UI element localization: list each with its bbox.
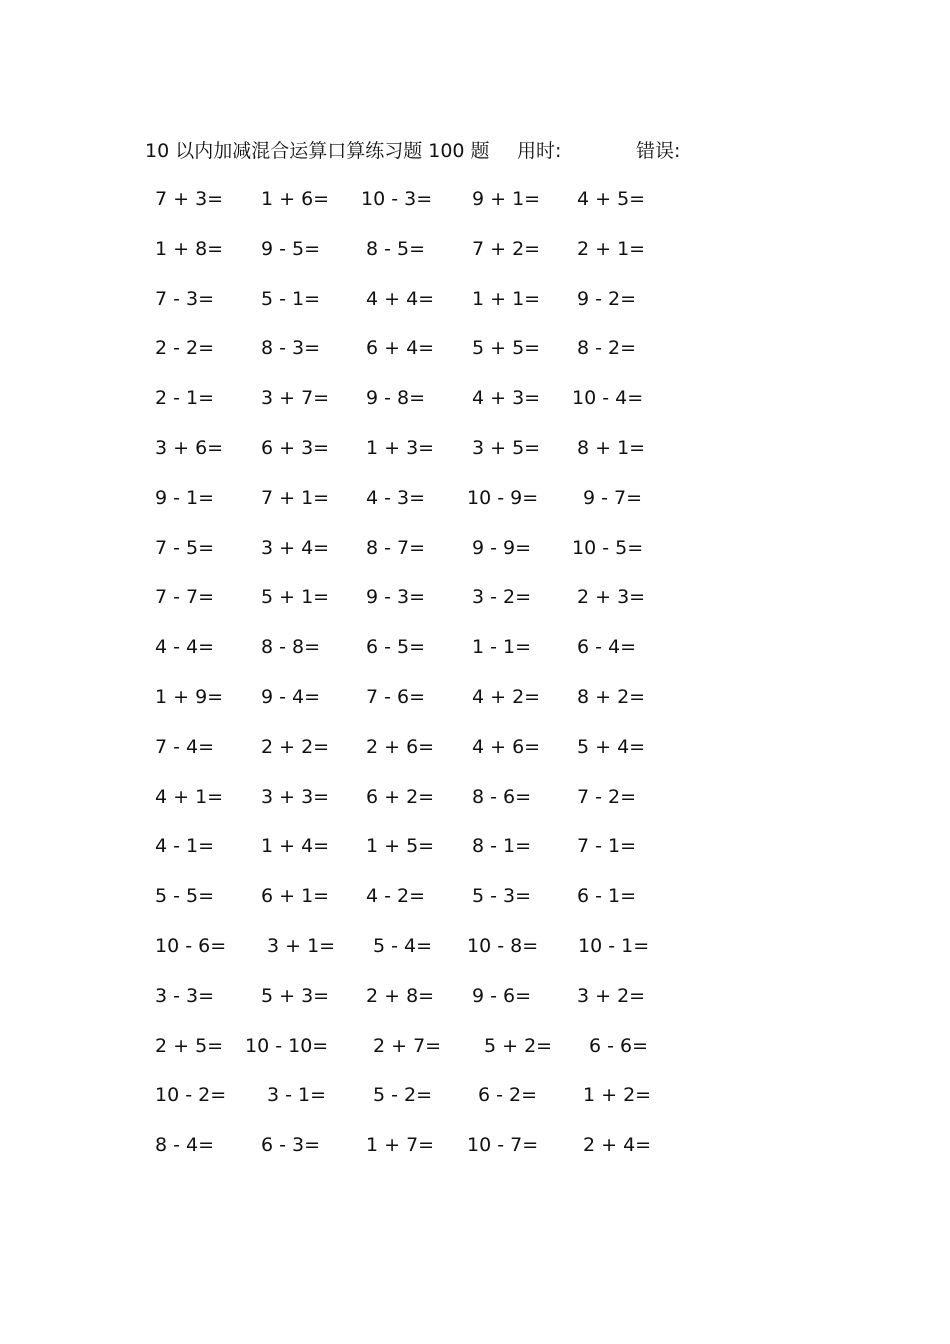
problem-cell: 1 + 5= [366, 835, 435, 858]
problem-row [145, 323, 705, 373]
problem-cell: 7 - 5= [155, 536, 215, 559]
problem-row [145, 572, 705, 622]
problem-cell: 4 - 4= [155, 636, 215, 659]
problem-cell: 5 - 2= [373, 1084, 433, 1107]
problem-cell: 6 + 4= [366, 337, 435, 360]
problem-cell: 1 + 1= [472, 287, 541, 310]
problem-cell: 4 + 4= [366, 287, 435, 310]
problem-cell: 3 + 7= [261, 387, 330, 410]
problem-cell: 9 - 5= [261, 237, 321, 260]
problem-cell: 1 + 2= [583, 1084, 652, 1107]
problem-cell: 8 - 5= [366, 237, 426, 260]
problem-cell: 9 - 9= [472, 536, 532, 559]
problem-cell: 3 + 6= [155, 436, 224, 459]
problem-cell: 8 - 1= [472, 835, 532, 858]
problem-cell: 2 + 1= [577, 237, 646, 260]
problem-cell: 4 - 2= [366, 885, 426, 908]
problem-cell: 7 - 7= [155, 586, 215, 609]
problem-cell: 2 + 4= [583, 1134, 652, 1157]
problem-row [145, 473, 705, 523]
problem-cell: 5 - 1= [261, 287, 321, 310]
problem-cell: 5 - 3= [472, 885, 532, 908]
problem-cell: 8 - 8= [261, 636, 321, 659]
problem-cell: 6 - 2= [478, 1084, 538, 1107]
problem-cell: 6 - 1= [577, 885, 637, 908]
problem-cell: 6 - 3= [261, 1134, 321, 1157]
problem-cell: 10 - 10= [245, 1034, 329, 1057]
problem-cell: 2 + 3= [577, 586, 646, 609]
problem-cell: 10 - 3= [361, 188, 433, 210]
problem-cell: 3 + 2= [577, 984, 646, 1007]
problem-cell: 8 - 2= [577, 337, 637, 360]
problem-cell: 3 - 2= [472, 586, 532, 609]
problem-cell: 2 + 2= [261, 735, 330, 758]
problem-cell: 3 + 4= [261, 536, 330, 559]
problem-cell: 6 - 5= [366, 636, 426, 659]
problem-row [145, 772, 705, 822]
problem-cell: 9 - 4= [261, 685, 321, 708]
problem-cell: 3 + 5= [472, 436, 541, 459]
problem-cell: 2 - 2= [155, 337, 215, 360]
problem-cell: 9 - 3= [366, 586, 426, 609]
problem-row [145, 971, 705, 1021]
time-label: 用时: [517, 140, 562, 162]
problem-cell: 3 + 3= [261, 785, 330, 808]
problem-cell: 5 - 4= [373, 934, 433, 957]
problem-row [145, 174, 705, 224]
problem-cell: 9 - 7= [583, 486, 643, 509]
problem-cell: 6 - 4= [577, 636, 637, 659]
problem-row [145, 1021, 705, 1071]
problem-cell: 3 - 3= [155, 984, 215, 1007]
problem-cell: 2 + 7= [373, 1034, 442, 1057]
problem-cell: 8 + 2= [577, 685, 646, 708]
problem-cell: 8 - 6= [472, 785, 532, 808]
problem-row [145, 821, 705, 871]
problem-cell: 10 - 9= [467, 486, 539, 509]
errors-label: 错误: [636, 140, 681, 162]
problem-grid [145, 174, 705, 1170]
problem-cell: 4 + 1= [155, 785, 224, 808]
problem-cell: 5 + 4= [577, 735, 646, 758]
problem-cell: 7 - 1= [577, 835, 637, 858]
problem-cell: 5 - 5= [155, 885, 215, 908]
problem-row [145, 523, 705, 573]
problem-cell: 7 - 6= [366, 685, 426, 708]
problem-cell: 10 - 7= [467, 1134, 539, 1157]
problem-cell: 6 + 2= [366, 785, 435, 808]
problem-cell: 7 - 3= [155, 287, 215, 310]
problem-cell: 9 - 2= [577, 287, 637, 310]
problem-cell: 9 - 8= [366, 387, 426, 410]
problem-cell: 8 + 1= [577, 436, 646, 459]
problem-cell: 8 - 3= [261, 337, 321, 360]
problem-cell: 4 - 3= [366, 486, 426, 509]
problem-row [145, 224, 705, 274]
problem-cell: 4 - 1= [155, 835, 215, 858]
problem-cell: 6 - 6= [589, 1034, 649, 1057]
problem-row [145, 722, 705, 772]
problem-cell: 7 + 1= [261, 486, 330, 509]
problem-row [145, 622, 705, 672]
problem-row [145, 921, 705, 971]
problem-cell: 1 + 6= [261, 188, 330, 210]
problem-cell: 9 + 1= [472, 188, 541, 210]
problem-cell: 5 + 3= [261, 984, 330, 1007]
problem-cell: 7 + 2= [472, 237, 541, 260]
problem-cell: 8 - 7= [366, 536, 426, 559]
problem-cell: 8 - 4= [155, 1134, 215, 1157]
problem-cell: 5 + 1= [261, 586, 330, 609]
problem-cell: 1 + 7= [366, 1134, 435, 1157]
problem-cell: 10 - 2= [155, 1084, 227, 1107]
problem-cell: 9 - 1= [155, 486, 215, 509]
problem-row [145, 274, 705, 324]
problem-cell: 5 + 2= [484, 1034, 553, 1057]
worksheet-header [145, 136, 745, 166]
problem-cell: 2 + 8= [366, 984, 435, 1007]
problem-cell: 2 - 1= [155, 387, 215, 410]
problem-cell: 4 + 3= [472, 387, 541, 410]
problem-cell: 1 + 4= [261, 835, 330, 858]
problem-row [145, 672, 705, 722]
problem-row [145, 871, 705, 921]
problem-row [145, 1120, 705, 1170]
problem-cell: 2 + 5= [155, 1034, 224, 1057]
problem-cell: 5 + 5= [472, 337, 541, 360]
problem-cell: 6 + 1= [261, 885, 330, 908]
problem-cell: 1 + 8= [155, 237, 224, 260]
problem-cell: 10 - 6= [155, 934, 227, 957]
problem-cell: 2 + 6= [366, 735, 435, 758]
worksheet-title: 10 以内加减混合运算口算练习题 100 题 [145, 140, 490, 162]
problem-cell: 4 + 6= [472, 735, 541, 758]
problem-cell: 10 - 4= [572, 387, 644, 410]
problem-cell: 3 - 1= [267, 1084, 327, 1107]
problem-cell: 6 + 3= [261, 436, 330, 459]
problem-row [145, 423, 705, 473]
problem-cell: 1 + 9= [155, 685, 224, 708]
problem-cell: 7 - 4= [155, 735, 215, 758]
problem-cell: 4 + 2= [472, 685, 541, 708]
problem-cell: 7 - 2= [577, 785, 637, 808]
problem-cell: 10 - 5= [572, 536, 644, 559]
problem-cell: 1 - 1= [472, 636, 532, 659]
problem-row [145, 1070, 705, 1120]
problem-cell: 4 + 5= [577, 188, 646, 210]
problem-cell: 9 - 6= [472, 984, 532, 1007]
problem-cell: 1 + 3= [366, 436, 435, 459]
problem-cell: 10 - 1= [578, 934, 650, 957]
problem-cell: 7 + 3= [155, 188, 224, 210]
problem-row [145, 373, 705, 423]
problem-cell: 3 + 1= [267, 934, 336, 957]
problem-cell: 10 - 8= [467, 934, 539, 957]
